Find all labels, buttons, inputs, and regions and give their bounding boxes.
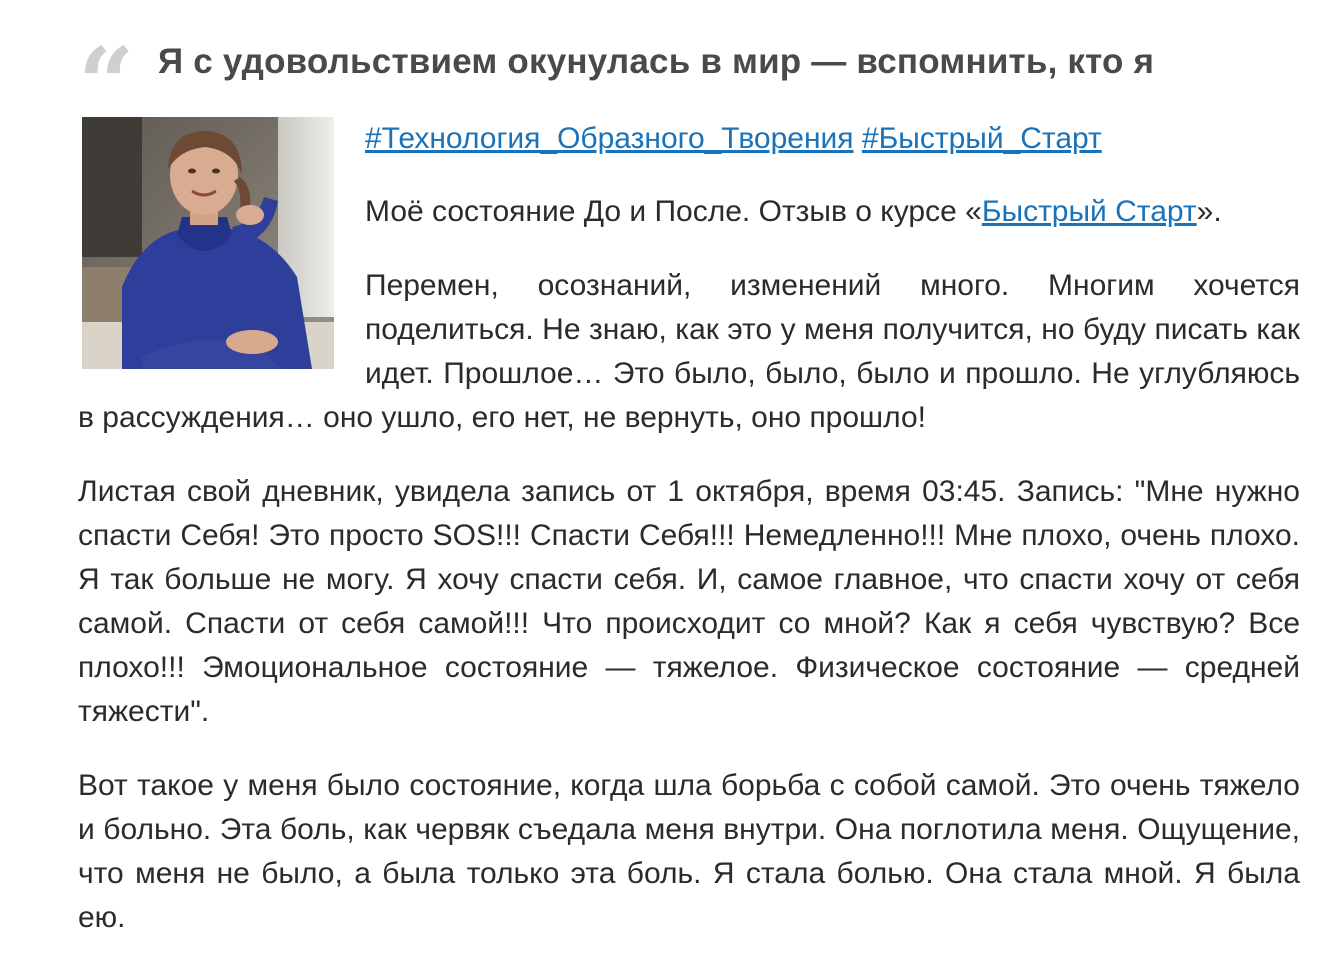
paragraph-3: Вот такое у меня было состояние, когда шла борьба с собой самой. Это очень тяжело и больно. Эта боль, как червяк съедала меня внутри. Она поглотила меня. Ощущение, что меня не было, а была только эта боль. Я стала болью. Она стала мной. Я была ею. (78, 769, 1300, 934)
title-row (78, 28, 1300, 104)
tag-link-quick-start[interactable]: #Быстрый_Старт (861, 122, 1102, 155)
author-photo (82, 117, 334, 369)
article-body (78, 117, 1300, 940)
course-line-suffix: ». (1196, 195, 1222, 228)
course-line-prefix: Моё состояние До и После. Отзыв о курсе « (365, 195, 982, 228)
article (78, 28, 1300, 970)
paragraph-1: Перемен, осознаний, изменений много. Многим хочется поделиться. Не знаю, как это у меня получится, но буду писать как идет. Прошлое… Это было, было, было и прошло. Не углубляюсь в рассуждения… оно ушло, его нет, не вернуть, оно прошло! (78, 269, 1300, 434)
article-title[interactable]: Я с удовольствием окунулась в мир — вспомнить, кто я (158, 42, 1155, 81)
course-link[interactable]: Быстрый Старт (981, 195, 1197, 228)
paragraph-2: Листая свой дневник, увидела запись от 1 октября, время 03:45. Запись: "Мне нужно спасти Себя! Это просто SOS!!! Спасти Себя!!! Немедленно!!! Мне плохо, очень плохо. Я так больше не могу. Я хочу спасти себя. И, самое главное, что спасти хочу от себя самой. Спасти от себя самой!!! Что происходит со мной? Как я себя чувствую? Все плохо!!! Эмоциональное состояние — тяжелое. Физическое состояние — средней тяжести". (78, 475, 1300, 728)
tag-link-technology[interactable]: #Технология_Образного_Творения (365, 122, 854, 155)
quote-icon: “ (78, 36, 129, 104)
